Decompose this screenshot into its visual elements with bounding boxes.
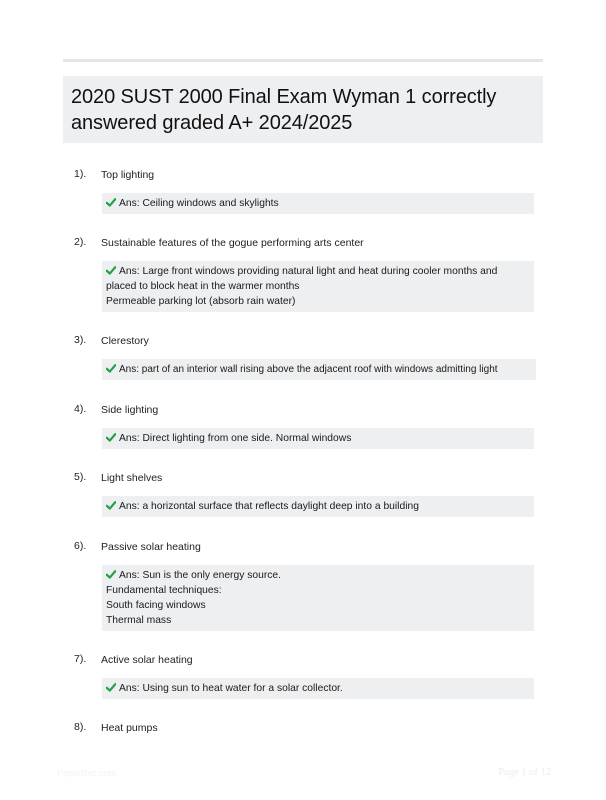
answer-line: Fundamental techniques: xyxy=(106,585,222,596)
answer-line: Ans: part of an interior wall rising above the adjacent roof with windows admitting light xyxy=(119,364,498,375)
question-number: 1). xyxy=(74,168,87,180)
answer-line: Ans: Sun is the only energy source. xyxy=(119,570,281,581)
answer-line: Ans: Using sun to heat water for a solar collector. xyxy=(119,683,343,694)
question-number: 5). xyxy=(74,471,87,483)
check-icon xyxy=(106,570,116,579)
check-icon xyxy=(106,266,116,275)
answer-box xyxy=(102,496,534,517)
question-text: Top lighting xyxy=(101,169,155,181)
answer-line: Ans: a horizontal surface that reflects daylight deep into a building xyxy=(119,501,419,512)
question-number: 6). xyxy=(74,540,87,552)
answer-line: Ans: Direct lighting from one side. Normal windows xyxy=(119,433,352,444)
check-icon xyxy=(106,198,116,207)
answer-line: Ans: Ceiling windows and skylights xyxy=(119,198,279,209)
check-icon xyxy=(106,501,116,510)
question-text: Heat pumps xyxy=(101,722,158,734)
question-text: Clerestory xyxy=(101,335,149,347)
answer-box xyxy=(102,359,536,380)
check-icon xyxy=(106,683,116,692)
title-banner xyxy=(63,76,543,143)
page-title: 2020 SUST 2000 Final Exam Wyman 1 correctly answered graded A+ 2024/2025 xyxy=(71,86,497,134)
question-number: 8). xyxy=(74,721,87,733)
answer-line: Thermal mass xyxy=(106,615,172,626)
top-divider xyxy=(63,59,543,62)
answer-box xyxy=(102,565,534,631)
question-text: Active solar heating xyxy=(101,654,193,666)
footer-watermark: Paperlibic.com xyxy=(57,768,117,778)
answer-line: Ans: Large front windows providing natural light and heat during cooler months and xyxy=(119,266,498,277)
answer-box xyxy=(102,193,534,214)
question-number: 3). xyxy=(74,334,87,346)
answer-box xyxy=(102,428,534,449)
check-icon xyxy=(106,364,116,373)
answer-line: placed to block heat in the warmer months xyxy=(106,281,300,292)
question-text: Sustainable features of the gogue performing arts center xyxy=(101,237,364,249)
question-number: 4). xyxy=(74,403,87,415)
check-icon xyxy=(106,433,116,442)
answer-box xyxy=(102,678,534,699)
question-number: 2). xyxy=(74,236,87,248)
question-text: Passive solar heating xyxy=(101,541,201,553)
answer-box xyxy=(102,261,534,312)
question-text: Light shelves xyxy=(101,472,163,484)
question-number: 7). xyxy=(74,653,87,665)
question-text: Side lighting xyxy=(101,404,159,416)
answer-line: South facing windows xyxy=(106,600,206,611)
page-number: Page 1 of 12 xyxy=(498,767,551,778)
answer-line: Permeable parking lot (absorb rain water) xyxy=(106,296,296,307)
